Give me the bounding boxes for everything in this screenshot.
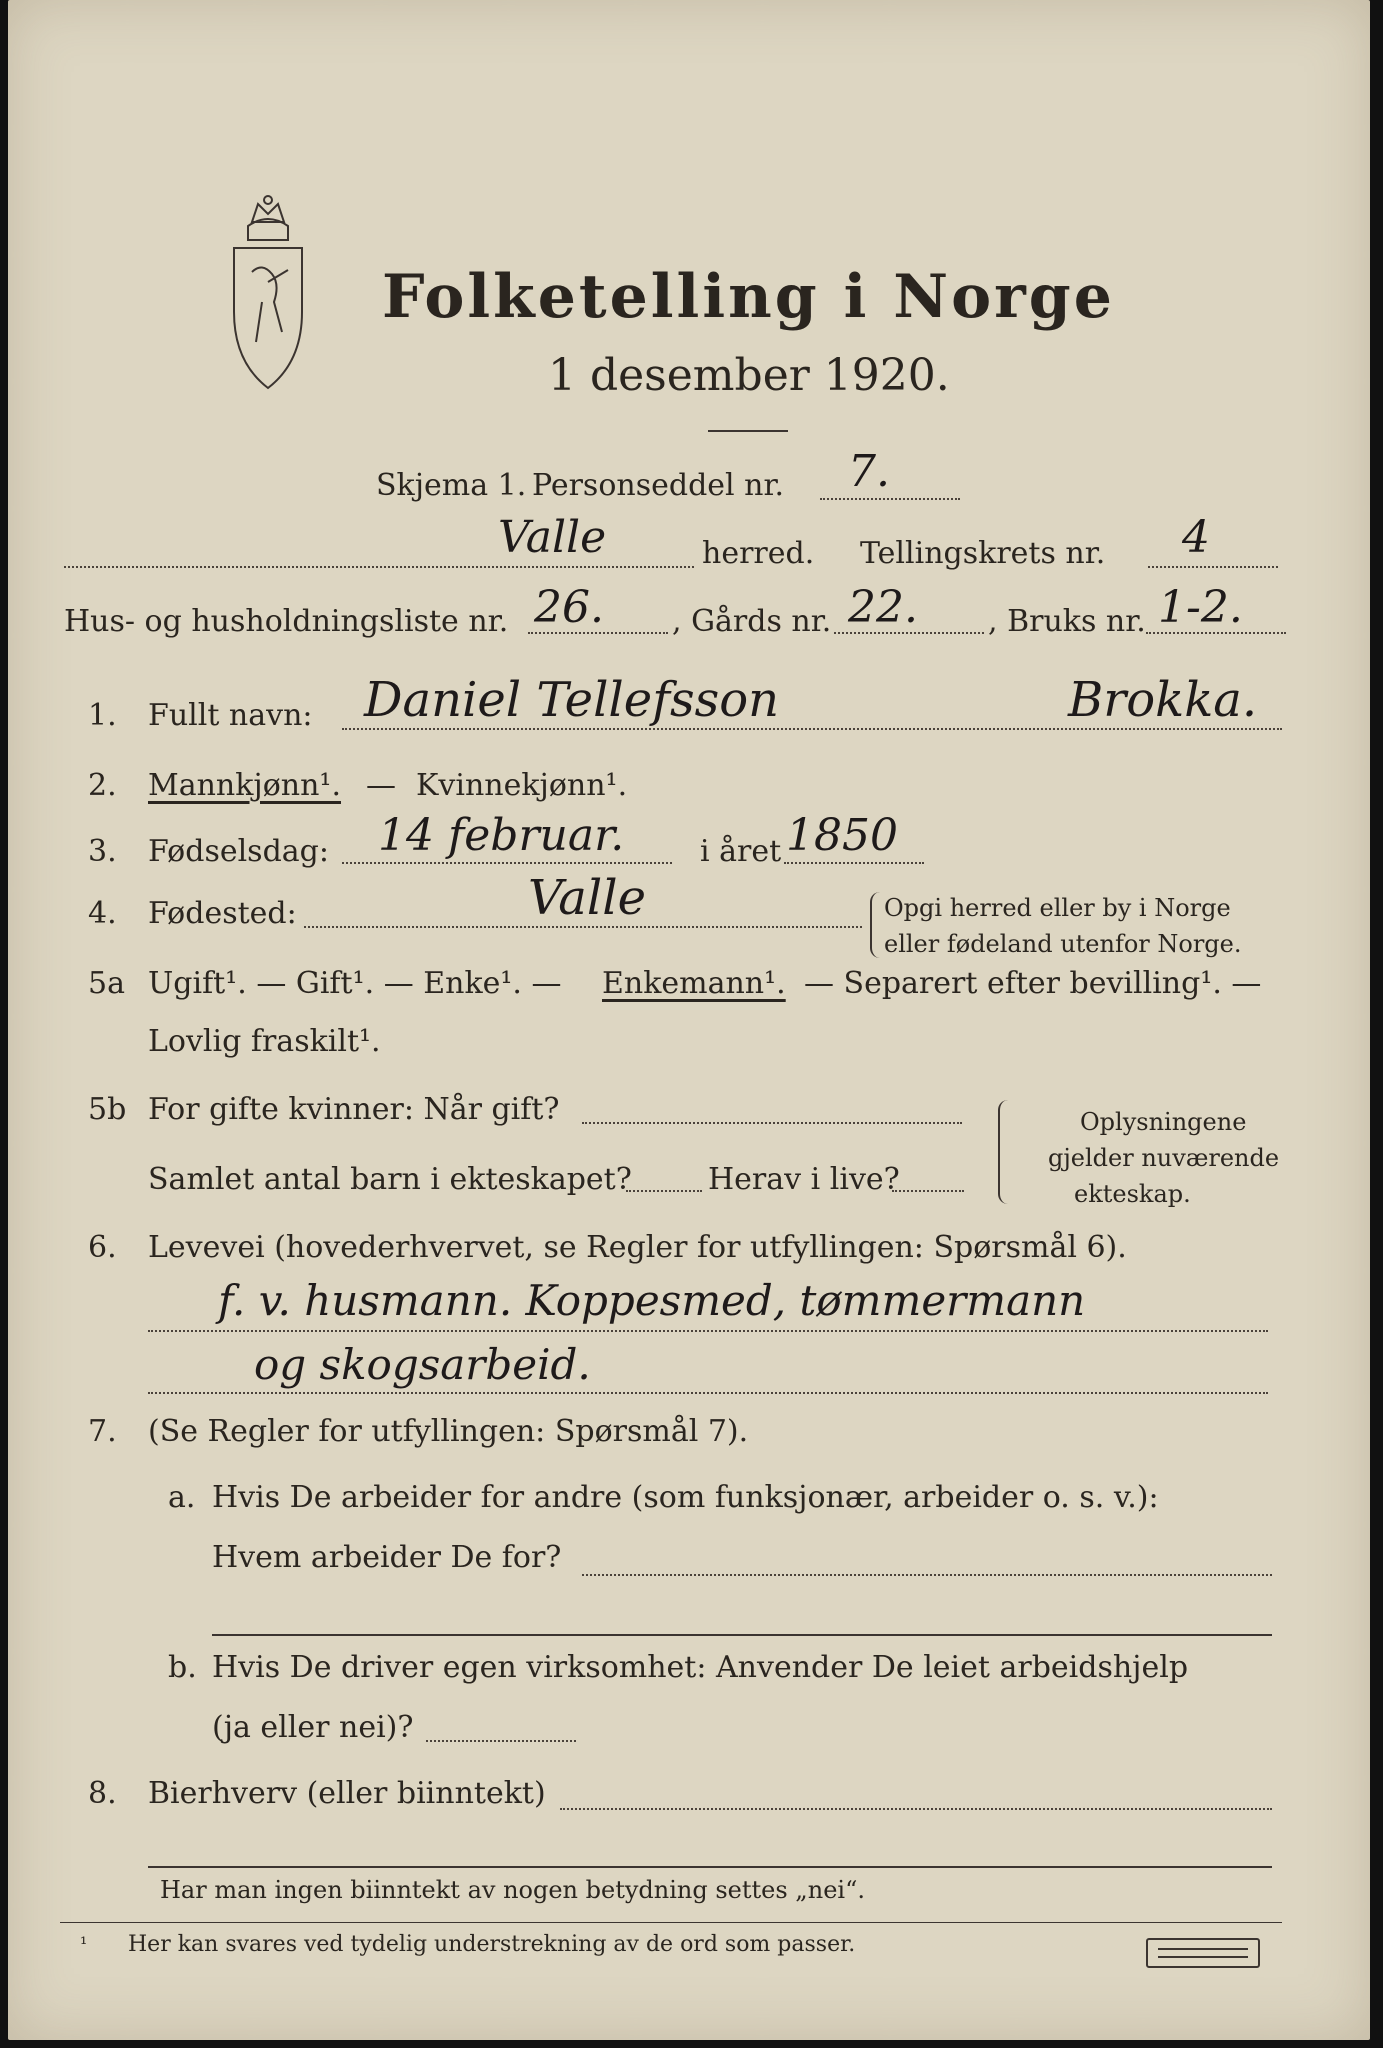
birthplace-note-bracket <box>870 892 880 958</box>
q5b-married-line <box>582 1122 962 1124</box>
biinntekt-note: Har man ingen biinntekt av nogen betydning settes „nei“. <box>160 1876 865 1904</box>
tellingskrets-label: Tellingskrets nr. <box>860 536 1106 571</box>
q8-number: 8. <box>88 1776 117 1811</box>
q5b-number: 5b <box>88 1092 127 1127</box>
surname-value[interactable]: Brokka. <box>1068 672 1258 728</box>
q6-label: Levevei (hovederhvervet, se Regler for utfyllingen: Spørsmål 6). <box>148 1230 1127 1265</box>
q7-label: (Se Regler for utfyllingen: Spørsmål 7). <box>148 1414 749 1449</box>
year-label: i året <box>700 834 782 869</box>
q5b-note-line1: Oplysningene <box>1080 1108 1247 1136</box>
gender-male-option[interactable]: Mannkjønn¹. <box>148 768 341 803</box>
q7b-answer-line[interactable] <box>426 1740 576 1742</box>
q5b-married-when: For gifte kvinner: Når gift? <box>148 1092 560 1127</box>
gards-label: , Gårds nr. <box>672 604 832 639</box>
birthplace-note-line1: Opgi herred eller by i Norge <box>884 894 1231 922</box>
herred-line <box>64 566 694 568</box>
q5b-note-bracket <box>998 1100 1008 1204</box>
birthplace-value[interactable]: Valle <box>528 870 646 926</box>
q7b-line2: (ja eller nei)? <box>212 1710 414 1745</box>
coat-of-arms-icon <box>222 192 314 392</box>
q8-line2[interactable] <box>148 1866 1272 1868</box>
gender-female-option[interactable]: Kvinnekjønn¹. <box>416 768 628 803</box>
q1-number: 1. <box>88 698 117 733</box>
q7a-line1: Hvis De arbeider for andre (som funksjonær, arbeider o. s. v.): <box>212 1480 1159 1515</box>
footnote-text: Her kan svares ved tydelig understrekning av de ord som passer. <box>128 1932 856 1957</box>
bruks-label: , Bruks nr. <box>988 604 1146 639</box>
q6-line1 <box>148 1330 1268 1332</box>
q6-line2 <box>148 1392 1268 1394</box>
tellingskrets-line <box>1148 566 1278 568</box>
footnote-mark: ¹ <box>80 1934 88 1955</box>
marital-enkemann-option[interactable]: Enkemann¹. <box>602 966 786 1001</box>
q3-number: 3. <box>88 834 117 869</box>
hus-label: Hus- og husholdningsliste nr. <box>64 604 509 639</box>
q5b-note-line3: ekteskap. <box>1074 1180 1191 1208</box>
q4-label: Fødested: <box>148 896 297 931</box>
q8-line1[interactable] <box>560 1808 1272 1810</box>
personseddel-label: Personseddel nr. <box>532 468 785 503</box>
q1-label: Fullt navn: <box>148 698 313 733</box>
q7a-extra-line[interactable] <box>212 1634 1272 1636</box>
occupation-value-line2[interactable]: og skogsarbeid. <box>254 1340 591 1389</box>
q2-number: 2. <box>88 768 117 803</box>
birthplace-note-line2: eller fødeland utenfor Norge. <box>884 930 1242 958</box>
marital-divorced-option[interactable]: Lovlig fraskilt¹. <box>148 1024 381 1059</box>
herred-value[interactable]: Valle <box>498 512 607 563</box>
q1-line <box>342 728 1282 730</box>
q7a-line2: Hvem arbeider De for? <box>212 1540 562 1575</box>
q7b-number: b. <box>168 1650 197 1685</box>
q8-label: Bierhverv (eller biinntekt) <box>148 1776 546 1811</box>
footnote-divider <box>60 1922 1282 1923</box>
gender-separator: — <box>366 768 396 803</box>
year-line <box>784 862 924 864</box>
printer-stamp-icon <box>1146 1938 1260 1968</box>
q5b-children-label: Samlet antal barn i ekteskapet? <box>148 1162 632 1197</box>
q7-number: 7. <box>88 1414 117 1449</box>
census-form <box>8 0 1370 2040</box>
q3-line <box>342 862 672 864</box>
herred-label: herred. <box>702 536 815 571</box>
q5b-alive-line <box>892 1190 964 1192</box>
census-date: 1 desember 1920. <box>548 350 950 401</box>
full-name-value[interactable]: Daniel Tellefsson <box>364 672 780 728</box>
hus-value[interactable]: 26. <box>534 582 604 633</box>
tellingskrets-value[interactable]: 4 <box>1182 512 1210 563</box>
q7a-employer-line[interactable] <box>582 1574 1272 1576</box>
q7b-line1: Hvis De driver egen virksomhet: Anvender De leiet arbeidshjelp <box>212 1650 1189 1685</box>
occupation-value-line1[interactable]: f. v. husmann. Koppesmed, tømmermann <box>218 1276 1086 1325</box>
q4-line <box>304 926 862 928</box>
personseddel-line <box>820 498 960 500</box>
marital-options-rest[interactable]: — Separert efter bevilling¹. — <box>804 966 1262 1001</box>
birth-year-value[interactable]: 1850 <box>786 810 898 861</box>
q5b-note-line2: gjelder nuværende <box>1048 1144 1280 1172</box>
q4-number: 4. <box>88 896 117 931</box>
skjema-label: Skjema 1. <box>376 468 527 503</box>
q5b-children-line <box>626 1190 702 1192</box>
marital-options[interactable]: Ugift¹. — Gift¹. — Enke¹. — <box>148 966 562 1001</box>
q5a-number: 5a <box>88 966 125 1001</box>
bruks-value[interactable]: 1-2. <box>1158 582 1243 633</box>
title-divider <box>708 430 788 432</box>
q6-number: 6. <box>88 1230 117 1265</box>
form-title: Folketelling i Norge <box>382 262 1115 332</box>
q7a-number: a. <box>168 1480 196 1515</box>
gards-value[interactable]: 22. <box>848 582 918 633</box>
personseddel-value[interactable]: 7. <box>848 446 890 497</box>
q5b-alive-label: Herav i live? <box>708 1162 900 1197</box>
birthday-value[interactable]: 14 februar. <box>378 810 625 861</box>
q3-label: Fødselsdag: <box>148 834 329 869</box>
